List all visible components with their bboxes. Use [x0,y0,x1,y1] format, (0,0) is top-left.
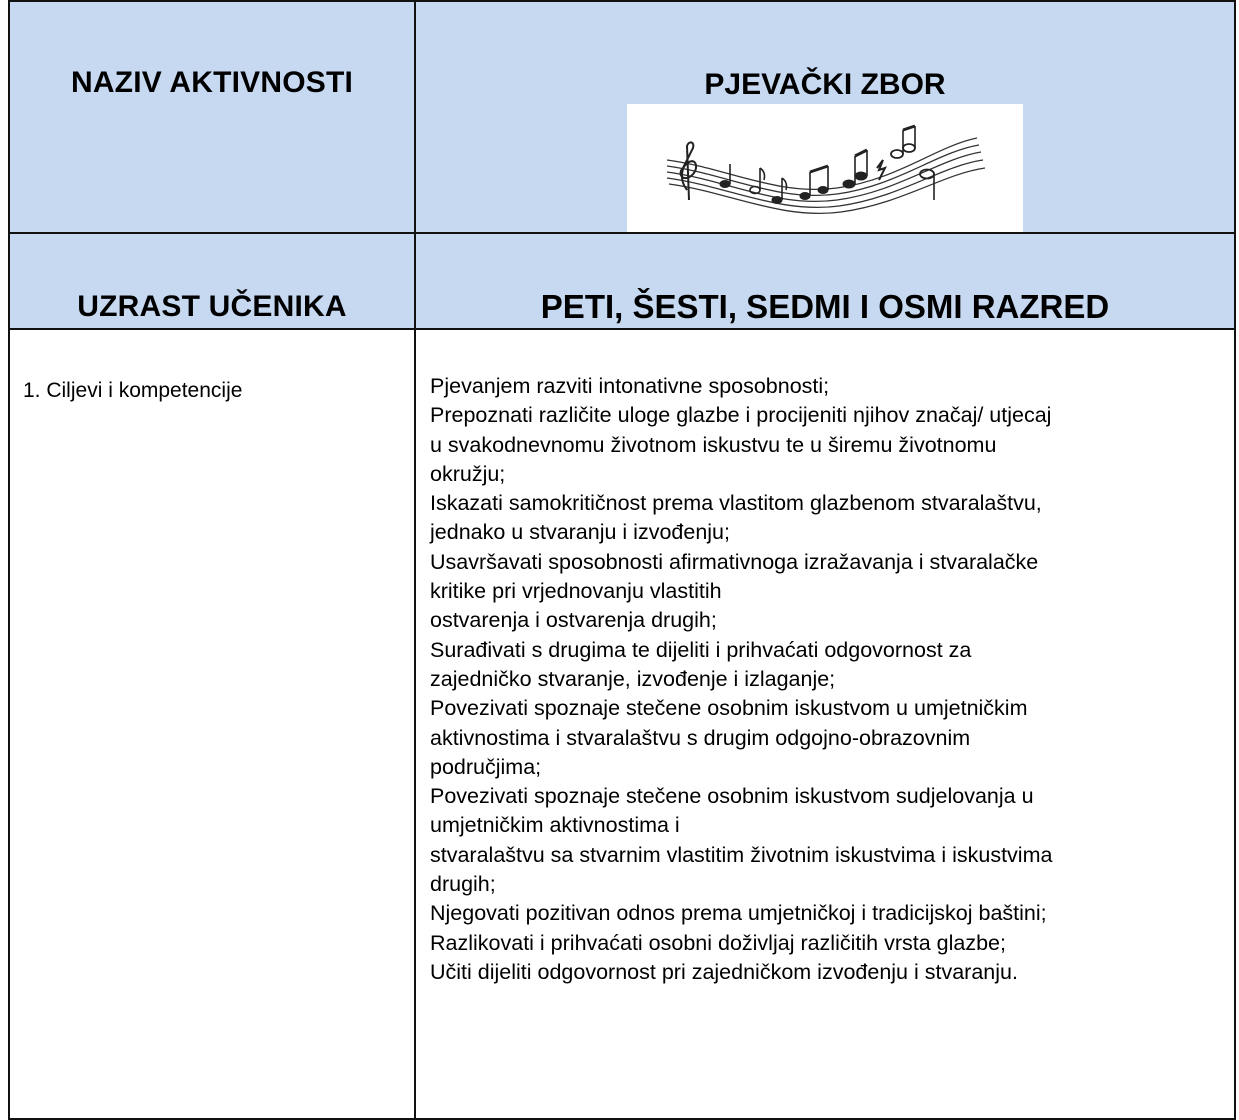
goal-line: Prepoznati različite uloge glazbe i procijeniti njihov značaj/ utjecaj [430,403,1052,428]
activity-label: NAZIV AKTIVNOSTI [70,66,354,99]
goal-line: kritike pri vrjednovanju vlastitih [430,579,722,604]
goal-line: Razlikovati i prihvaćati osobni doživljaj različitih vrsta glazbe; [430,930,1006,955]
goal-line: područjima; [430,754,542,779]
goal-line: okružju; [430,461,506,486]
activity-row [9,1,1235,233]
goal-line: Povezivati spoznaje stečene osobnim iskustvom u umjetničkim [430,696,1028,721]
age-value-cell [415,233,1235,329]
goal-line: zajedničko stvaranje, izvođenje i izlaganje; [430,666,836,691]
goal-line: Pjevanjem razviti intonativne sposobnosti; [430,374,830,398]
goals-label-cell [9,329,415,1119]
goal-line: stvaralaštvu sa stvarnim vlastitim životnim iskustvima i iskustvima [430,842,1053,867]
goal-line: u svakodnevnomu životnom iskustvu te u širemu životnomu [430,432,997,457]
goal-line: Povezivati spoznaje stečene osobnim iskustvom sudjelovanja u [430,784,1034,809]
activity-name: PJEVAČKI ZBOR [704,68,946,101]
goals-list [430,372,1234,987]
goals-row [9,329,1235,1119]
goal-line: drugih; [430,872,496,897]
goals-label: 1. Ciljevi i kompetencije [23,379,243,402]
goals-cell [415,329,1235,1119]
goal-line: Učiti dijeliti odgovornost pri zajedničkom izvođenju i stvaranju. [430,959,1018,984]
age-value: PETI, ŠESTI, SEDMI I OSMI RAZRED [540,288,1110,325]
goal-line: jednako u stvaranju i izvođenju; [430,520,730,545]
age-label-cell [9,233,415,329]
goal-line: umjetničkim aktivnostima i [430,813,680,838]
activity-table [8,0,1236,1120]
goal-line: ostvarenja i ostvarenja drugih; [430,608,717,633]
goal-line: aktivnostima i stvaralaštvu s drugim odgojno-obrazovnim [430,725,971,750]
goal-line: Surađivati s drugima te dijeliti i prihvaćati odgovornost za [430,637,972,662]
goal-line: Njegovati pozitivan odnos prema umjetničkoj i tradicijskoj baštini; [430,901,1047,926]
goal-line: Usavršavati sposobnosti afirmativnoga izražavanja i stvaralačke [430,549,1039,574]
age-label: UZRAST UČENIKA [77,290,347,323]
age-row [9,233,1235,329]
goal-line: Iskazati samokritičnost prema vlastitom glazbenom stvaralaštvu, [430,491,1042,516]
activity-name-cell [415,1,1235,233]
activity-label-cell [9,1,415,233]
music-notes-staff-icon [627,104,1023,232]
